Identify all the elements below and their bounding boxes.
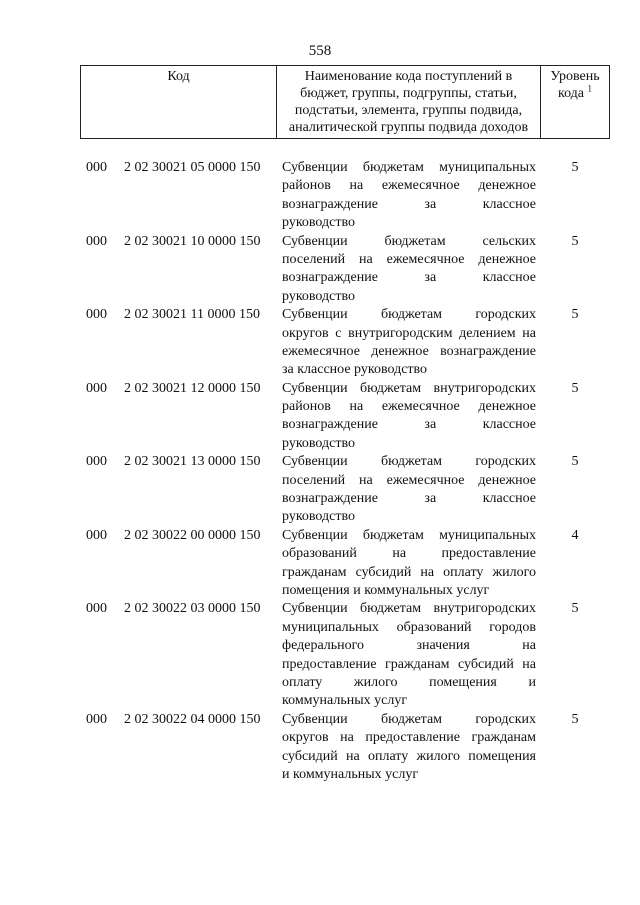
income-code: 2 02 30021 11 0000 150 — [124, 307, 260, 323]
description-line: Субвенции бюджетам городских — [282, 307, 536, 323]
code-description — [282, 159, 536, 233]
description-line: руководство — [282, 215, 355, 231]
table-row — [0, 380, 640, 454]
header-level-line-2 — [541, 85, 609, 102]
header-code-cell — [81, 66, 277, 138]
description-line: Субвенции бюджетам муниципальных — [282, 160, 536, 175]
code-level: 5 — [571, 711, 579, 727]
description-line: поселений на ежемесячное денежное — [282, 472, 536, 488]
description-line: гражданам субсидий на оплату жилого — [282, 564, 536, 580]
description-line: руководство — [282, 509, 355, 525]
header-name-line: подстатьи, элемента, группы подвида, — [294, 103, 523, 118]
code-level: 5 — [571, 380, 579, 396]
description-line: районов на ежемесячное денежное — [282, 399, 536, 415]
table-body — [0, 159, 640, 784]
description-line: Субвенции бюджетам внутригородских — [282, 601, 536, 617]
description-line: и коммунальных услуг — [282, 766, 419, 782]
description-line: вознаграждение за классное — [282, 491, 536, 507]
table-header — [80, 65, 610, 139]
code-description — [282, 380, 536, 454]
admin-code: 000 — [86, 454, 107, 470]
description-line: федерального значения на — [282, 638, 536, 654]
header-name-line: Наименование кода поступлений в — [304, 69, 513, 84]
code-description — [282, 600, 536, 710]
header-level-line: кода — [557, 86, 585, 101]
admin-code: 000 — [86, 711, 107, 727]
description-line: Субвенции бюджетам городских — [282, 711, 536, 727]
code-level: 5 — [571, 454, 579, 470]
admin-code: 000 — [86, 601, 107, 617]
description-line: оплату жилого помещения и — [282, 674, 536, 690]
description-line: образований на предоставление — [282, 546, 536, 562]
description-line: Субвенции бюджетам внутригородских — [282, 380, 536, 396]
description-line: за классное руководство — [282, 362, 428, 378]
income-code: 2 02 30021 05 0000 150 — [124, 160, 261, 175]
description-line: муниципальных образований городов — [282, 619, 536, 635]
description-line: помещения и коммунальных услуг — [282, 582, 490, 598]
description-line: руководство — [282, 435, 355, 451]
admin-code: 000 — [86, 527, 107, 543]
description-line: вознаграждение за классное — [282, 270, 536, 286]
page-number: 558 — [308, 43, 332, 59]
header-name-line: аналитической группы подвида доходов — [288, 120, 529, 135]
description-line: округов с внутригородским делением на — [282, 325, 536, 341]
admin-code: 000 — [86, 160, 107, 175]
table-row — [0, 233, 640, 307]
description-line: вознаграждение за классное — [282, 417, 536, 433]
table-row — [0, 159, 640, 233]
table-row — [0, 600, 640, 710]
income-code: 2 02 30022 00 0000 150 — [124, 527, 261, 543]
income-code: 2 02 30022 04 0000 150 — [124, 711, 261, 727]
table-row — [0, 306, 640, 380]
description-line: Субвенции бюджетам сельских — [282, 233, 536, 249]
code-description — [282, 711, 536, 785]
description-line: субсидий на оплату жилого помещения — [282, 748, 536, 764]
code-description — [282, 527, 536, 601]
admin-code: 000 — [86, 307, 107, 323]
code-level: 5 — [571, 601, 579, 617]
admin-code: 000 — [86, 380, 107, 396]
code-description — [282, 306, 536, 380]
description-line: вознаграждение за классное — [282, 196, 536, 212]
table-row — [0, 711, 640, 785]
description-line: Субвенции бюджетам городских — [282, 454, 536, 470]
code-level: 5 — [571, 160, 579, 175]
code-level: 4 — [571, 527, 579, 543]
income-code: 2 02 30021 12 0000 150 — [124, 380, 261, 396]
income-code: 2 02 30021 13 0000 150 — [124, 454, 261, 470]
header-code-label: Код — [167, 69, 190, 84]
table-row — [0, 453, 640, 527]
admin-code: 000 — [86, 233, 107, 249]
description-line: поселений на ежемесячное денежное — [282, 251, 536, 267]
footnote-marker: 1 — [587, 83, 593, 94]
header-name-cell — [277, 66, 541, 138]
description-line: округов на предоставление гражданам — [282, 730, 536, 746]
income-code: 2 02 30021 10 0000 150 — [124, 233, 261, 249]
code-level: 5 — [571, 307, 579, 323]
code-description — [282, 233, 536, 307]
description-line: Субвенции бюджетам муниципальных — [282, 527, 536, 543]
code-level: 5 — [571, 233, 579, 249]
description-line: коммунальных услуг — [282, 693, 408, 709]
description-line: ежемесячное денежное вознаграждение — [282, 343, 536, 359]
code-description — [282, 453, 536, 527]
header-level-cell — [541, 66, 609, 138]
income-code: 2 02 30022 03 0000 150 — [124, 601, 261, 617]
description-line: руководство — [282, 288, 355, 304]
description-line: районов на ежемесячное денежное — [282, 178, 536, 194]
description-line: предоставление гражданам субсидий на — [282, 656, 536, 672]
header-name-line: бюджет, группы, подгруппы, статьи, — [300, 86, 517, 101]
header-level-line: Уровень — [550, 69, 600, 84]
table-row — [0, 527, 640, 601]
